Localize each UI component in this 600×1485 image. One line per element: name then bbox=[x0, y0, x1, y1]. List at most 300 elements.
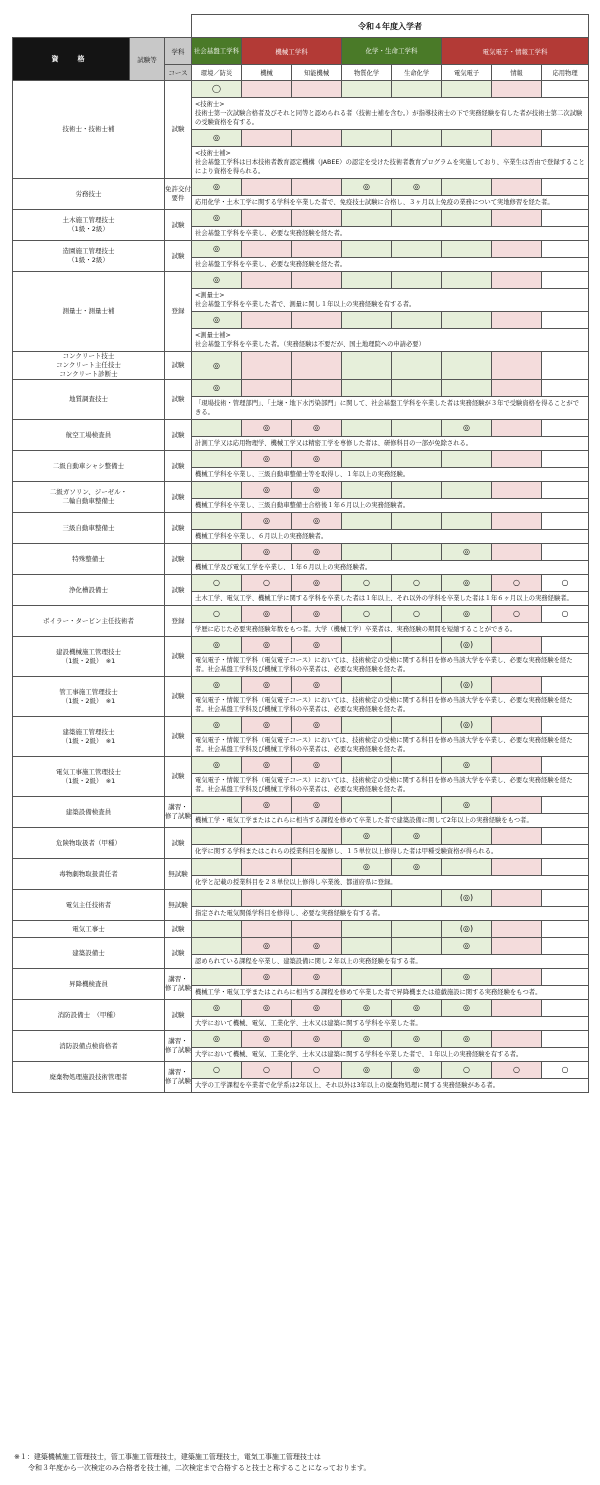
qualification-name: 地質調査技士 bbox=[13, 380, 165, 420]
requirement-note: 大学の工学課程を卒業者で化学系は2年以上、それ以外は3年以上の廃棄物処理に関する実務経験がある者。 bbox=[192, 1079, 589, 1093]
mark-cell bbox=[542, 130, 589, 147]
exam-type: 試験 bbox=[165, 757, 192, 797]
mark-cell: ○ bbox=[292, 1062, 342, 1079]
qualification-name: 電気工事士 bbox=[13, 921, 165, 938]
exam-type: 試験 bbox=[165, 717, 192, 757]
requirement-note: <技術士> 技術士第一次試験合格者及びそれと同等と認められる者（技術士補を含む。）が指導技術士の下で実務経験を有した者が技術士第二次試験の受験資格を有する。 bbox=[192, 98, 589, 130]
mark-cell: ◎ bbox=[342, 1062, 392, 1079]
table-row bbox=[13, 1000, 589, 1017]
qualification-name: 危険物取扱者（甲種） bbox=[13, 828, 165, 859]
exam-type: 無試験 bbox=[165, 890, 192, 921]
course-header: 応用物理 bbox=[542, 65, 589, 81]
mark-cell: ◎ bbox=[242, 482, 292, 499]
mark-cell bbox=[542, 1031, 589, 1048]
mark-cell bbox=[442, 312, 492, 329]
mark-cell: ◎ bbox=[292, 938, 342, 955]
mark-cell bbox=[392, 797, 442, 814]
mark-cell bbox=[342, 312, 392, 329]
qualification-name: 技術士・技術士補 bbox=[13, 81, 165, 179]
table-row bbox=[13, 717, 589, 734]
mark-cell bbox=[542, 1000, 589, 1017]
mark-cell bbox=[542, 352, 589, 380]
mark-cell: ◎ bbox=[242, 1031, 292, 1048]
dept-mechanical: 機械工学科 bbox=[242, 38, 342, 65]
mark-cell bbox=[292, 352, 342, 380]
mark-cell bbox=[192, 797, 242, 814]
mark-cell bbox=[492, 938, 542, 955]
mark-cell bbox=[342, 513, 392, 530]
mark-cell bbox=[292, 859, 342, 876]
mark-cell bbox=[342, 241, 392, 258]
mark-cell bbox=[442, 451, 492, 468]
mark-cell: ○ bbox=[242, 1062, 292, 1079]
mark-cell: ◎ bbox=[242, 606, 292, 623]
mark-cell bbox=[392, 969, 442, 986]
mark-cell: ○ bbox=[492, 606, 542, 623]
mark-cell bbox=[192, 890, 242, 907]
mark-cell bbox=[342, 921, 392, 938]
mark-cell bbox=[342, 451, 392, 468]
mark-cell: (◎) bbox=[442, 717, 492, 734]
exam-type: 試験 bbox=[165, 637, 192, 677]
table-row bbox=[13, 420, 589, 437]
mark-cell: ◎ bbox=[442, 969, 492, 986]
mark-cell bbox=[242, 859, 292, 876]
requirement-note: 認められている課程を卒業し、建築設備に関し２年以上の実務経験を有する者。 bbox=[192, 955, 589, 969]
mark-cell bbox=[542, 677, 589, 694]
exam-type: 登録 bbox=[165, 606, 192, 637]
mark-cell: ◎ bbox=[392, 859, 442, 876]
header-dept-label: 学科 bbox=[165, 38, 192, 65]
mark-cell bbox=[542, 179, 589, 196]
mark-cell bbox=[542, 544, 589, 561]
qualification-name: 電気主任技術者 bbox=[13, 890, 165, 921]
mark-cell bbox=[392, 757, 442, 774]
header-shiken: 試験等 bbox=[130, 38, 165, 81]
exam-type: 試験 bbox=[165, 210, 192, 241]
mark-cell bbox=[292, 312, 342, 329]
exam-type: 無試験 bbox=[165, 859, 192, 890]
mark-cell bbox=[392, 938, 442, 955]
qualification-name: 労務技士 bbox=[13, 179, 165, 210]
mark-cell: ◎ bbox=[392, 828, 442, 845]
exam-type: 試験 bbox=[165, 544, 192, 575]
mark-cell bbox=[492, 717, 542, 734]
course-header: 環境／防災 bbox=[192, 65, 242, 81]
requirement-note: 学歴に応じた必要実務経験年数をもつ者。大学（機械工学）卒業者は、実務経験の期間を短縮することができる。 bbox=[192, 623, 589, 637]
mark-cell: ◎ bbox=[292, 1031, 342, 1048]
qualification-name: 毒物劇物取扱責任者 bbox=[13, 859, 165, 890]
mark-cell bbox=[342, 938, 392, 955]
requirement-note: 大学において機械、電気、工業化学、土木又は建築に関する学科を卒業した者で、１年以上の実務経験を有する者。 bbox=[192, 1048, 589, 1062]
mark-cell bbox=[442, 380, 492, 397]
table-row bbox=[13, 938, 589, 955]
mark-cell bbox=[492, 637, 542, 654]
mark-cell bbox=[442, 179, 492, 196]
mark-cell: ◎ bbox=[292, 797, 342, 814]
mark-cell: ◎ bbox=[192, 241, 242, 258]
mark-cell: ◎ bbox=[242, 451, 292, 468]
requirement-note: 機械工学科を卒業し、６月以上の実務経験者。 bbox=[192, 530, 589, 544]
mark-cell bbox=[242, 210, 292, 227]
footnote-line: 令和３年度から一次検定のみ合格者を技士補，二次検定まで合格すると技士と称することになっております。 bbox=[14, 1464, 371, 1472]
mark-cell bbox=[442, 130, 492, 147]
mark-cell: ◎ bbox=[292, 717, 342, 734]
mark-cell bbox=[392, 637, 442, 654]
mark-cell: ○ bbox=[192, 606, 242, 623]
mark-cell: ◎ bbox=[442, 606, 492, 623]
qualification-name: 建築設備士 bbox=[13, 938, 165, 969]
mark-cell bbox=[392, 717, 442, 734]
mark-cell bbox=[492, 921, 542, 938]
mark-cell: ◎ bbox=[292, 969, 342, 986]
mark-cell: ◎ bbox=[342, 828, 392, 845]
mark-cell bbox=[542, 859, 589, 876]
mark-cell: ◎ bbox=[442, 938, 492, 955]
exam-type: 試験 bbox=[165, 420, 192, 451]
mark-cell: ◯ bbox=[192, 81, 242, 98]
requirement-note: 機械工学科を卒業し、三級自動車整備士合格後１年６月以上の実務経験者。 bbox=[192, 499, 589, 513]
table-row bbox=[13, 637, 589, 654]
mark-cell: ○ bbox=[542, 606, 589, 623]
requirement-note: 土木工学、電気工学、機械工学に関する学科を卒業した者は１年以上、それ以外の学科を卒業した者は１年６ヶ月以上の実務経験者。 bbox=[192, 592, 589, 606]
mark-cell bbox=[392, 380, 442, 397]
requirement-note: 指定された電気関係学科目を修得し、必要な実務経験を有する者。 bbox=[192, 907, 589, 921]
mark-cell bbox=[542, 420, 589, 437]
requirement-note: 電気電子・情報工学科（電気電子コース）においては、技術検定の受検に関する科目を修め当該大学を卒業し、必要な実務経験を経た者。社会基盤工学科及び機械工学科の卒業者は、必要な実務経験を経た者。 bbox=[192, 734, 589, 757]
qualification-name: 二級自動車シャシ整備士 bbox=[13, 451, 165, 482]
mark-cell bbox=[492, 859, 542, 876]
dept-electrical: 電気電子・情報工学科 bbox=[442, 38, 589, 65]
mark-cell bbox=[492, 797, 542, 814]
mark-cell: ◎ bbox=[292, 451, 342, 468]
table-row bbox=[13, 921, 589, 938]
mark-cell bbox=[342, 130, 392, 147]
mark-cell bbox=[342, 757, 392, 774]
mark-cell bbox=[242, 272, 292, 289]
mark-cell bbox=[492, 544, 542, 561]
mark-cell: ◎ bbox=[442, 797, 492, 814]
mark-cell bbox=[492, 210, 542, 227]
mark-cell: ◎ bbox=[192, 717, 242, 734]
mark-cell: ◎ bbox=[392, 179, 442, 196]
mark-cell bbox=[342, 677, 392, 694]
mark-cell: ◎ bbox=[442, 544, 492, 561]
mark-cell bbox=[192, 921, 242, 938]
requirement-note: 機械工学・電気工学またはこれらに相当する課程を修めて卒業した者で建築設備に関して2年以上の実務経験をもつ者。 bbox=[192, 814, 589, 828]
requirement-note: 機械工学・電気工学またはこれらに相当する課程を修めて卒業した者で昇降機または遊戯施設に関する実務経験をもつ者。 bbox=[192, 986, 589, 1000]
mark-cell: ◎ bbox=[292, 513, 342, 530]
mark-cell: ◎ bbox=[292, 606, 342, 623]
qualification-name: 特殊整備士 bbox=[13, 544, 165, 575]
requirement-note: 機械工学及び電気工学を卒業し、１年６月以上の実務経験者。 bbox=[192, 561, 589, 575]
mark-cell bbox=[542, 969, 589, 986]
mark-cell: ◎ bbox=[292, 637, 342, 654]
mark-cell bbox=[192, 451, 242, 468]
exam-type: 試験 bbox=[165, 828, 192, 859]
course-header: 知能機械 bbox=[292, 65, 342, 81]
mark-cell bbox=[492, 420, 542, 437]
requirement-note: 機械工学科を卒業し、三級自動車整備士等を取得し、１年以上の実務経験。 bbox=[192, 468, 589, 482]
mark-cell bbox=[442, 210, 492, 227]
mark-cell: ◎ bbox=[242, 938, 292, 955]
mark-cell: (◎) bbox=[442, 921, 492, 938]
mark-cell bbox=[542, 938, 589, 955]
mark-cell: ◎ bbox=[242, 544, 292, 561]
requirement-note: 社会基盤工学科を卒業し、必要な実務経験を経た者。 bbox=[192, 258, 589, 272]
mark-cell bbox=[492, 757, 542, 774]
mark-cell bbox=[292, 130, 342, 147]
table-row bbox=[13, 81, 589, 98]
mark-cell: ◎ bbox=[192, 179, 242, 196]
mark-cell: ◎ bbox=[342, 859, 392, 876]
mark-cell: ○ bbox=[492, 575, 542, 592]
table-row bbox=[13, 482, 589, 499]
qualification-name: 浄化槽設備士 bbox=[13, 575, 165, 606]
mark-cell: ○ bbox=[242, 575, 292, 592]
exam-type: 試験 bbox=[165, 451, 192, 482]
mark-cell bbox=[342, 81, 392, 98]
mark-cell bbox=[392, 677, 442, 694]
qualification-name: 二級ガソリン、ジーゼル・ 二輪自動車整備士 bbox=[13, 482, 165, 513]
table-row bbox=[13, 179, 589, 196]
mark-cell bbox=[542, 81, 589, 98]
qualification-name: 建築施工管理技士 （1級・2級） ※1 bbox=[13, 717, 165, 757]
table-row bbox=[13, 1031, 589, 1048]
mark-cell: ◎ bbox=[242, 637, 292, 654]
mark-cell bbox=[542, 513, 589, 530]
mark-cell: ◎ bbox=[392, 1062, 442, 1079]
mark-cell: ◎ bbox=[442, 757, 492, 774]
qualification-name: 造園施工管理技士 （1級・2級） bbox=[13, 241, 165, 272]
mark-cell bbox=[542, 380, 589, 397]
mark-cell: ◎ bbox=[292, 420, 342, 437]
qualification-name: 建築設備検査員 bbox=[13, 797, 165, 828]
mark-cell: ◎ bbox=[242, 969, 292, 986]
mark-cell bbox=[442, 241, 492, 258]
mark-cell: ○ bbox=[492, 1062, 542, 1079]
qualification-name: 航空工場検査員 bbox=[13, 420, 165, 451]
mark-cell: (◎) bbox=[442, 890, 492, 907]
table-row bbox=[13, 606, 589, 623]
mark-cell: ◎ bbox=[442, 420, 492, 437]
year-title: 令和４年度入学者 bbox=[192, 15, 589, 38]
table-row bbox=[13, 544, 589, 561]
mark-cell bbox=[542, 717, 589, 734]
mark-cell: ◎ bbox=[242, 677, 292, 694]
mark-cell: ◎ bbox=[442, 1000, 492, 1017]
mark-cell bbox=[342, 420, 392, 437]
mark-cell: (◎) bbox=[442, 637, 492, 654]
mark-cell: ◎ bbox=[292, 575, 342, 592]
header-course-label: コース bbox=[165, 65, 192, 81]
mark-cell: ◎ bbox=[442, 1031, 492, 1048]
mark-cell bbox=[192, 482, 242, 499]
mark-cell: ◎ bbox=[192, 312, 242, 329]
exam-type: 試験 bbox=[165, 575, 192, 606]
mark-cell bbox=[342, 544, 392, 561]
mark-cell bbox=[392, 81, 442, 98]
mark-cell: ◎ bbox=[342, 179, 392, 196]
mark-cell bbox=[542, 312, 589, 329]
mark-cell: ◎ bbox=[192, 272, 242, 289]
table-row bbox=[13, 828, 589, 845]
mark-cell: ○ bbox=[342, 575, 392, 592]
mark-cell: ○ bbox=[392, 606, 442, 623]
mark-cell bbox=[192, 544, 242, 561]
mark-cell bbox=[542, 797, 589, 814]
mark-cell: ○ bbox=[192, 1062, 242, 1079]
mark-cell bbox=[342, 637, 392, 654]
mark-cell bbox=[242, 81, 292, 98]
mark-cell bbox=[492, 828, 542, 845]
mark-cell bbox=[192, 938, 242, 955]
dept-civil: 社会基盤工学科 bbox=[192, 38, 242, 65]
table-row bbox=[13, 575, 589, 592]
mark-cell bbox=[392, 312, 442, 329]
requirement-note: 大学において機械、電気、工業化学、土木又は建築に関する学科を卒業した者。 bbox=[192, 1017, 589, 1031]
mark-cell bbox=[542, 921, 589, 938]
mark-cell: ◎ bbox=[192, 757, 242, 774]
mark-cell: ◎ bbox=[242, 1000, 292, 1017]
table-row bbox=[13, 352, 589, 380]
mark-cell: ○ bbox=[342, 606, 392, 623]
mark-cell: ◎ bbox=[392, 1000, 442, 1017]
mark-cell bbox=[192, 828, 242, 845]
exam-type: 試験 bbox=[165, 513, 192, 544]
mark-cell bbox=[392, 544, 442, 561]
mark-cell bbox=[392, 921, 442, 938]
footnote bbox=[14, 1452, 588, 1474]
mark-cell bbox=[342, 380, 392, 397]
mark-cell bbox=[392, 451, 442, 468]
mark-cell: ◎ bbox=[192, 1031, 242, 1048]
mark-cell bbox=[242, 828, 292, 845]
mark-cell bbox=[492, 969, 542, 986]
mark-cell bbox=[392, 513, 442, 530]
requirement-note: 化学に関する学科またはこれらの授業科目を履修し、１５単位以上修得した者は甲種受験資格が得られる。 bbox=[192, 845, 589, 859]
course-header: 電気電子 bbox=[442, 65, 492, 81]
requirement-note: 「現場技術・管理部門」、「土壌・地下水汚染部門」に関して、社会基盤工学科を卒業した者は実務経験が３年で受験資格を得ることができる。 bbox=[192, 397, 589, 420]
mark-cell bbox=[242, 380, 292, 397]
mark-cell: ◎ bbox=[442, 575, 492, 592]
qualification-name: 土木施工管理技士 （1級・2級） bbox=[13, 210, 165, 241]
mark-cell bbox=[192, 513, 242, 530]
mark-cell bbox=[292, 828, 342, 845]
course-header: 物質化学 bbox=[342, 65, 392, 81]
mark-cell: ◎ bbox=[292, 1000, 342, 1017]
mark-cell: ○ bbox=[392, 575, 442, 592]
mark-cell bbox=[192, 859, 242, 876]
mark-cell bbox=[392, 352, 442, 380]
exam-type: 登録 bbox=[165, 272, 192, 352]
exam-type: 講習・ 修了試験 bbox=[165, 1031, 192, 1062]
exam-type: 試験 bbox=[165, 241, 192, 272]
course-header: 生命化学 bbox=[392, 65, 442, 81]
table-row bbox=[13, 677, 589, 694]
table-row bbox=[13, 859, 589, 876]
mark-cell: ◎ bbox=[242, 420, 292, 437]
mark-cell: ◎ bbox=[342, 1000, 392, 1017]
mark-cell bbox=[442, 352, 492, 380]
mark-cell bbox=[242, 179, 292, 196]
mark-cell bbox=[492, 677, 542, 694]
mark-cell bbox=[292, 81, 342, 98]
requirement-note: <測量士補> 社会基盤工学科を卒業した者。（実務経験は不要だが、国土地理院への申請必要） bbox=[192, 329, 589, 352]
exam-type: 試験 bbox=[165, 921, 192, 938]
requirement-note: 応用化学・土木工学に関する学科を卒業した者で、免疫技士試験に合格し、３ヶ月以上免疫の業務について実地修習を経た者。 bbox=[192, 196, 589, 210]
mark-cell bbox=[492, 130, 542, 147]
course-header: 情報 bbox=[492, 65, 542, 81]
exam-type: 試験 bbox=[165, 482, 192, 513]
mark-cell bbox=[542, 272, 589, 289]
mark-cell: ◎ bbox=[292, 677, 342, 694]
exam-type: 試験 bbox=[165, 938, 192, 969]
footnote-line: ※１：建築機械施工管理技士，管工事施工管理技士，建築施工管理技士，電気工事施工管理技士は bbox=[14, 1453, 321, 1461]
table-row bbox=[13, 757, 589, 774]
mark-cell bbox=[442, 81, 492, 98]
exam-type: 試験 bbox=[165, 677, 192, 717]
mark-cell: ◎ bbox=[242, 513, 292, 530]
mark-cell bbox=[492, 179, 542, 196]
mark-cell bbox=[392, 241, 442, 258]
exam-type: 試験 bbox=[165, 1000, 192, 1031]
mark-cell: ○ bbox=[542, 575, 589, 592]
mark-cell: ◎ bbox=[292, 482, 342, 499]
mark-cell bbox=[542, 890, 589, 907]
table-row bbox=[13, 969, 589, 986]
mark-cell bbox=[492, 241, 542, 258]
table-row bbox=[13, 210, 589, 227]
mark-cell bbox=[292, 380, 342, 397]
mark-cell bbox=[492, 380, 542, 397]
mark-cell bbox=[242, 130, 292, 147]
mark-cell: ◎ bbox=[392, 1031, 442, 1048]
mark-cell bbox=[542, 637, 589, 654]
mark-cell bbox=[392, 210, 442, 227]
mark-cell: ◎ bbox=[192, 380, 242, 397]
dept-chemistry: 化学・生命工学科 bbox=[342, 38, 442, 65]
course-header: 機械 bbox=[242, 65, 292, 81]
qualification-name: 廃棄物処理施設技術管理者 bbox=[13, 1062, 165, 1093]
mark-cell bbox=[492, 352, 542, 380]
mark-cell: ◎ bbox=[242, 797, 292, 814]
mark-cell bbox=[292, 890, 342, 907]
mark-cell bbox=[292, 241, 342, 258]
table-row bbox=[13, 890, 589, 907]
requirement-note: <技術士補> 社会基盤工学科は日本技術者教育認定機構（JABEE）の認定を受けた技術者教育プログラムを実施しており、卒業生は否由で登録することにより資格を得られる。 bbox=[192, 147, 589, 179]
table-row bbox=[13, 380, 589, 397]
mark-cell: ◎ bbox=[292, 544, 342, 561]
qualification-name: 消防設備士 （甲種） bbox=[13, 1000, 165, 1031]
mark-cell: ◎ bbox=[342, 1031, 392, 1048]
mark-cell: ◎ bbox=[192, 1000, 242, 1017]
mark-cell bbox=[342, 210, 392, 227]
mark-cell bbox=[342, 272, 392, 289]
qualification-name: 測量士・測量士補 bbox=[13, 272, 165, 352]
mark-cell bbox=[492, 1000, 542, 1017]
table-row bbox=[13, 513, 589, 530]
mark-cell bbox=[492, 1031, 542, 1048]
mark-cell: ○ bbox=[542, 1062, 589, 1079]
requirement-note: 電気電子・情報工学科（電気電子コース）においては、技術検定の受検に関する科目を修め当該大学を卒業し、必要な実務経験を経た者。社会基盤工学科及び機械工学科の卒業者は、必要な実務経験を経た者。 bbox=[192, 654, 589, 677]
exam-type: 免許交付要件 bbox=[165, 179, 192, 210]
mark-cell bbox=[242, 241, 292, 258]
mark-cell: ◎ bbox=[292, 757, 342, 774]
mark-cell bbox=[392, 890, 442, 907]
mark-cell bbox=[292, 921, 342, 938]
mark-cell: ◎ bbox=[192, 352, 242, 380]
